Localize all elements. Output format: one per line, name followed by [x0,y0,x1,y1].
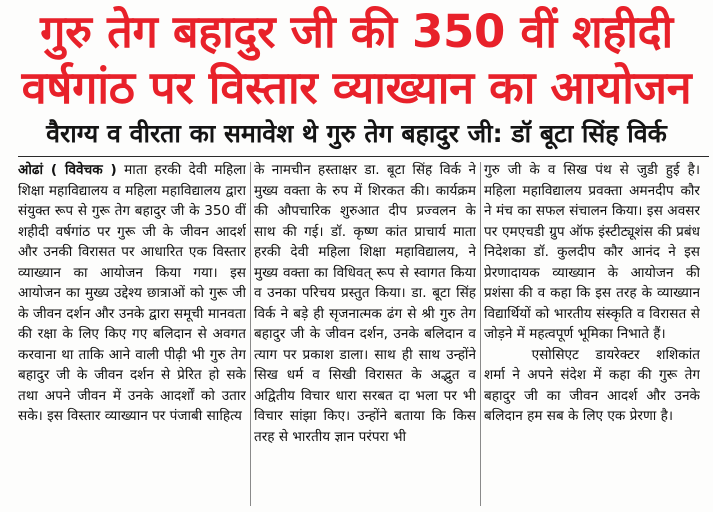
column-divider [480,162,481,506]
article-text: माता हरकी देवी महिला शिक्षा महाविद्यालय व महिला महाविद्यालय द्वारा संयुक्त रूप से गुरू तेग बहादुर जी के 350 वीं शहीदी वर्षगांठ पर गुरू जी के जीवन आदर्श और उनकी विरासत पर आधारित एक विस्तार व्याख्यान का आयोजन किया गया। इस आयोजन का मुख्य उद्देश्य छात्राओं को गुरू जी के जीवन दर्शन और उनके द्वारा समूची मानवता की रक्षा के लिए किए गए बलिदान से अवगत करवाना था ताकि आने वाली पीढ़ी भी गुरु तेग बहादुर जी के जीवन दर्शन से प्रेरित हो सके तथा अपने जीवन में उनके आदर्शों को उतार सके। इस विस्तार व्याख्यान पर पंजाबी साहित्य [18,162,246,424]
article-paragraph: गुरु जी के व सिख पंथ से जुडी हुई है। महिला महाविद्यालय प्रवक्ता अमनदीप कौर ने मंच का सफल संचालन किया। इस अवसर पर एमएचडी ग्रुप ऑफ इंस्टीट्यूशंस की प्रबंध निदेशका डॉ. कुलदीप कौर आनंद ने इस प्रेरणादायक व्याख्यान के आयोजन की प्रशंसा की व कहा कि इस तरह के व्याख्यान विद्यार्थियों को भारतीय संस्कृति व विरासत से जोड़ने में महत्वपूर्ण भूमिका निभाते हैं। [484,162,700,342]
headline-divider [18,156,709,157]
article-column-3 [484,160,700,512]
article-paragraph: के नामचीन हस्ताक्षर डा. बूटा सिंह विर्क ने मुख्य वक्ता के रुप में शिरकत की। कार्यक्रम की औपचारिक शुरुआत दीप प्रज्वलन के साथ की गई। डॉ. कृष्ण कांत प्राचार्य माता हरकी देवी महिला शिक्षा महाविद्यालय, ने मुख्य वक्ता का विधिवत् रूप से स्वागत किया व उनका परिचय प्रस्तुत किया। डा. बूटा सिंह विर्क ने बड़े ही सृजनात्मक ढंग से श्री गुरु तेग बहादुर जी के जीवन दर्शन, उनके बलिदान व त्याग पर प्रकाश डाला। साथ ही साथ उन्होंने सिख धर्म व सिखी विरासत के अद्भुत व अद्वितीय विचार धारा सरबत दा भला पर भी विचार सांझा किए। उन्होंने बताया कि किस तरह से भारतीय ज्ञान परंपरा भी [254,162,476,445]
article-paragraph [18,160,246,427]
article-column-1 [18,160,246,512]
column-divider [250,162,251,506]
subheadline: वैराग्य व वीरता का समावेश थे गुरु तेग बहादुर जी: डॉ बूटा सिंह विर्क [46,119,667,148]
article-paragraph: एसोसिएट डायरेक्टर शशिकांत शर्मा ने अपने संदेश में कहा की गुरू तेग बहादुर जी का जीवन आदर्श और उनके बलिदान हम सब के लिए एक प्रेरणा है। [484,346,700,424]
article-column-2 [254,160,476,512]
dateline: ओढां ( विवेचक ) [18,162,117,178]
headline-line-1: गुरु तेग बहादुर जी की 350 वीं शहीदी [40,5,673,58]
headline-line-2: वर्षगांठ पर विस्तार व्याख्यान का आयोजन [21,61,692,114]
